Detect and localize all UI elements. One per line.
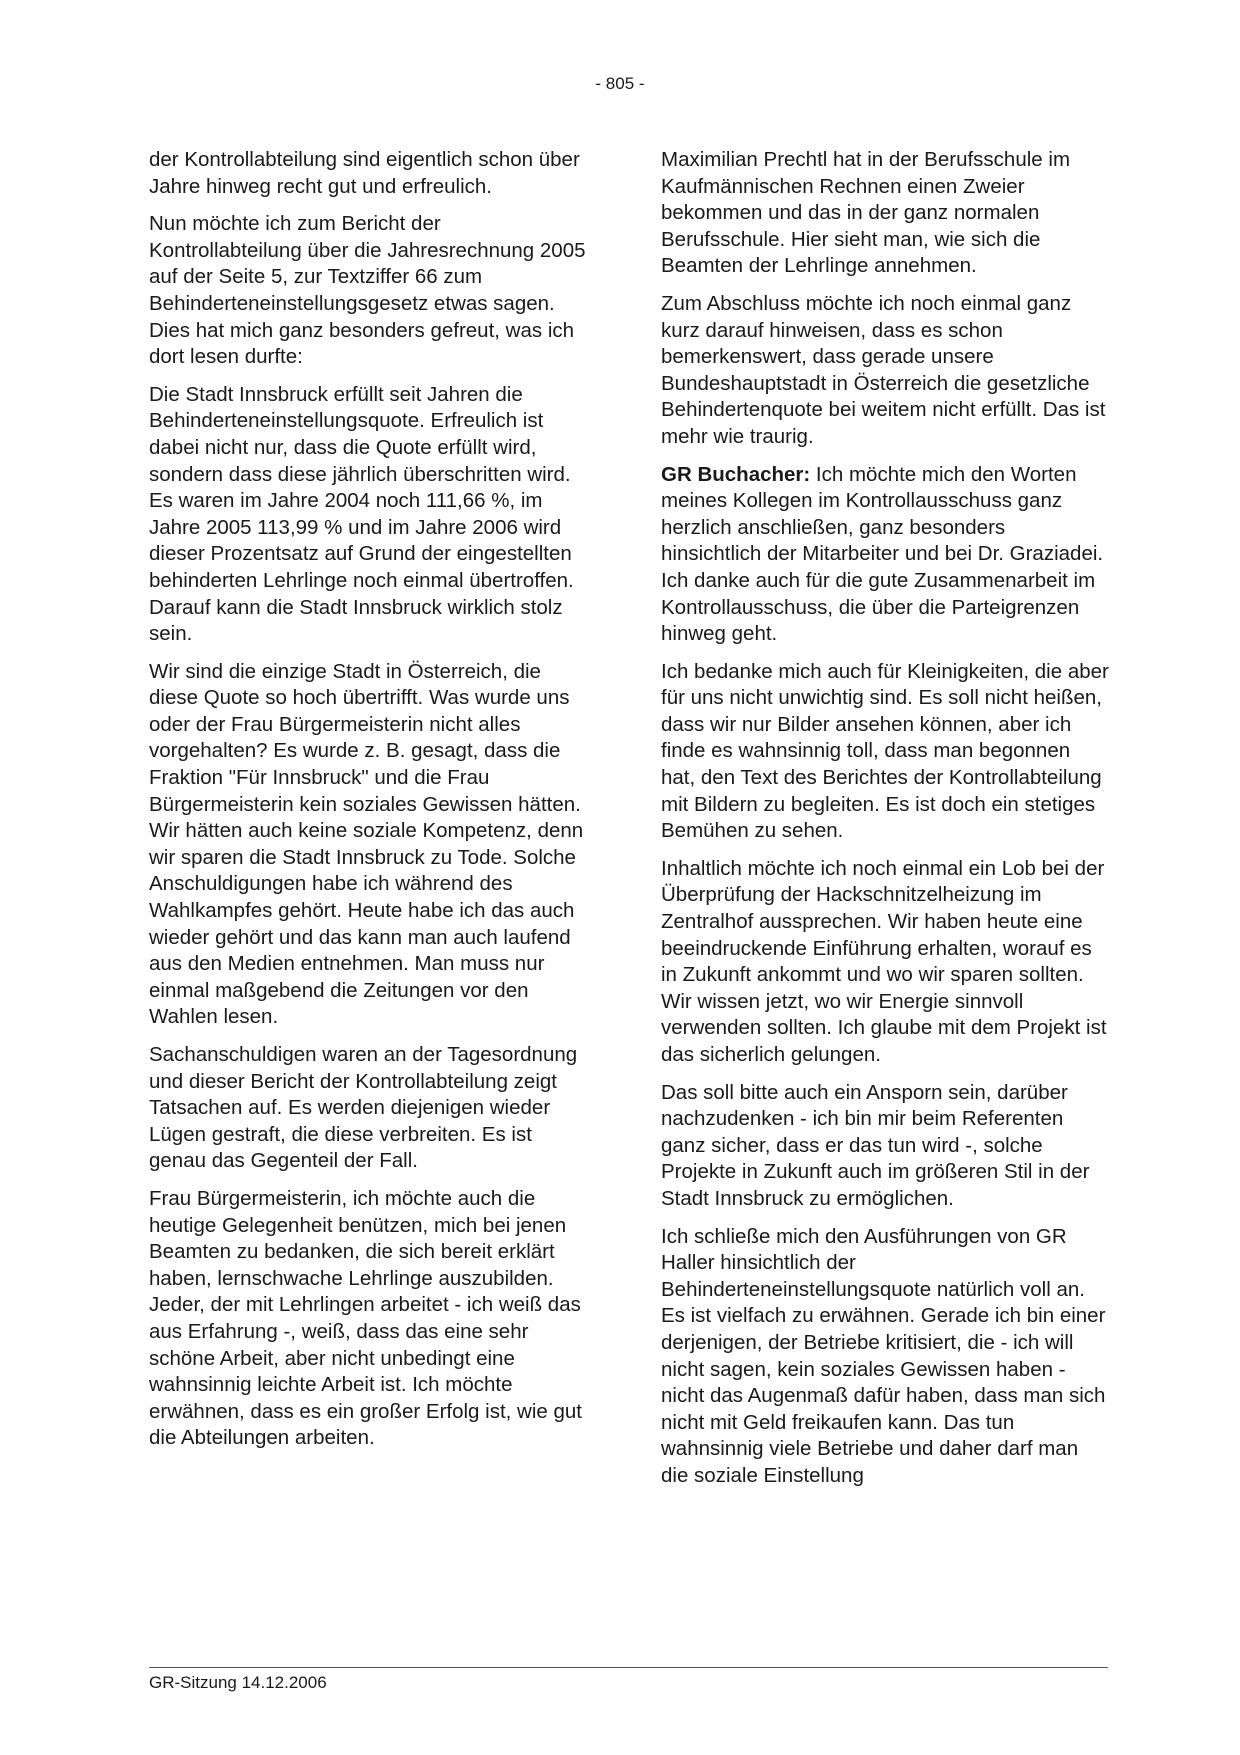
speaker-paragraph [661,462,1109,648]
paragraph: Frau Bürgermeisterin, ich möchte auch die heutige Gelegenheit benützen, mich bei jenen Beamten zu bedanken, die sich bereit erklärt haben, lernschwache Lehrlinge auszubilden. Jeder, der mit Lehrlingen arbeitet - ich weiß das aus Erfahrung -, weiß, dass das eine sehr schöne Arbeit, aber nicht unbedingt eine wahnsinnig leichte Arbeit ist. Ich möchte erwähnen, dass es ein großer Erfolg ist, wie gut die Abteilungen arbeiten. [149,1186,582,1450]
paragraph: Inhaltlich möchte ich noch einmal ein Lob bei der Überprüfung der Hackschnitzelheizung im Zentralhof aussprechen. Wir haben heute eine beeindruckende Einführung erhalten, worauf es in Zukunft ankommt und wo wir sparen sollten. Wir wissen jetzt, wo wir Energie sinnvoll verwenden sollten. Ich glaube mit dem Projekt ist das sicherlich gelungen. [661,856,1107,1066]
paragraph: Maximilian Prechtl hat in der Berufsschule im Kaufmännischen Rechnen einen Zweier bekommen und das in der ganz normalen Berufsschule. Hier sieht man, wie sich die Beamten der Lehrlinge annehmen. [661,148,1071,278]
speaker-statement: Ich möchte mich den Worten meines Kollegen im Kontrollausschuss ganz herzlich anschließen, ganz besonders hinsichtlich der Mitarbeiter und bei Dr. Graziadei. Ich danke auch für die gute Zusammenarbeit im Kontrollausschuss, die über die Parteigrenzen hinweg geht. [661,462,1104,646]
paragraph: der Kontrollabteilung sind eigentlich schon über Jahre hinweg recht gut und erfreulich. [149,148,580,198]
footer-text: GR-Sitzung 14.12.2006 [149,1673,327,1692]
speaker-name: GR Buchacher: [661,462,811,486]
paragraph: Das soll bitte auch ein Ansporn sein, darüber nachzudenken - ich bin mir beim Referenten ganz sicher, dass er das tun wird -, solche Projekte in Zukunft auch im größeren Stil in der Stadt Innsbruck zu ermöglichen. [661,1080,1090,1210]
footer-divider [149,1667,1108,1668]
paragraph: Die Stadt Innsbruck erfüllt seit Jahren die Behinderteneinstellungsquote. Erfreulich ist dabei nicht nur, dass die Quote erfüllt wird, sondern dass diese jährlich überschritten wird. Es waren im Jahre 2004 noch 111,66 %, im Jahre 2005 113,99 % und im Jahre 2006 wird dieser Prozentsatz auf Grund der eingestellten behinderten Lehrlinge noch einmal übertroffen. Darauf kann die Stadt Innsbruck wirklich stolz sein. [149,382,574,646]
paragraph: Ich schließe mich den Ausführungen von GR Haller hinsichtlich der Behinderteneinstellungsquote natürlich voll an. Es ist vielfach zu erwähnen. Gerade ich bin einer derjenigen, der Betriebe kritisiert, die - ich will nicht sagen, kein soziales Gewissen haben - nicht das Augenmaß dafür haben, dass man sich nicht mit Geld freikaufen kann. Das tun wahnsinnig viele Betriebe und daher darf man die soziale Einstellung [661,1224,1106,1487]
paragraph: Zum Abschluss möchte ich noch einmal ganz kurz darauf hinweisen, dass es schon bemerkenswert, dass gerade unsere Bundeshauptstadt in Österreich die gesetzliche Behindertenquote bei weitem nicht erfüllt. Das ist mehr wie traurig. [661,291,1106,448]
paragraph: Nun möchte ich zum Bericht der Kontrollabteilung über die Jahresrechnung 2005 auf der Seite 5, zur Textziffer 66 zum Behinderteneinstellungsgesetz etwas sagen. Dies hat mich ganz besonders gefreut, was ich dort lesen durfte: [149,212,586,369]
paragraph: Ich bedanke mich auch für Kleinigkeiten, die aber für uns nicht unwichtig sind. Es soll nicht heißen, dass wir nur Bilder ansehen können, aber ich finde es wahnsinnig toll, dass man begonnen hat, den Text des Berichtes der Kontrollabteilung mit Bildern zu begleiten. Es ist doch ein stetiges Bemühen zu sehen. [661,659,1109,843]
paragraph: Wir sind die einzige Stadt in Österreich, die diese Quote so hoch übertrifft. Was wurde uns oder der Frau Bürgermeisterin nicht alles vorgehalten? Es wurde z. B. gesagt, dass die Fraktion "Für Innsbruck" und die Frau Bürgermeisterin kein soziales Gewissen hätten. Wir hätten auch keine soziale Kompetenz, denn wir sparen die Stadt Innsbruck zu Tode. Solche Anschuldigungen habe ich während des Wahlkampfes gehört. Heute habe ich das auch wieder gehört und das kann man auch laufend aus den Medien entnehmen. Man muss nur einmal maßgebend die Zeitungen vor den Wahlen lesen. [149,659,584,1029]
left-column [149,147,594,1463]
right-column [661,147,1109,1501]
paragraph: Sachanschuldigen waren an der Tagesordnung und dieser Bericht der Kontrollabteilung zeigt Tatsachen auf. Es werden diejenigen wieder Lügen gestraft, die diese verbreiten. Es ist genau das Gegenteil der Fall. [149,1043,578,1173]
page-number: - 805 - [595,74,645,93]
